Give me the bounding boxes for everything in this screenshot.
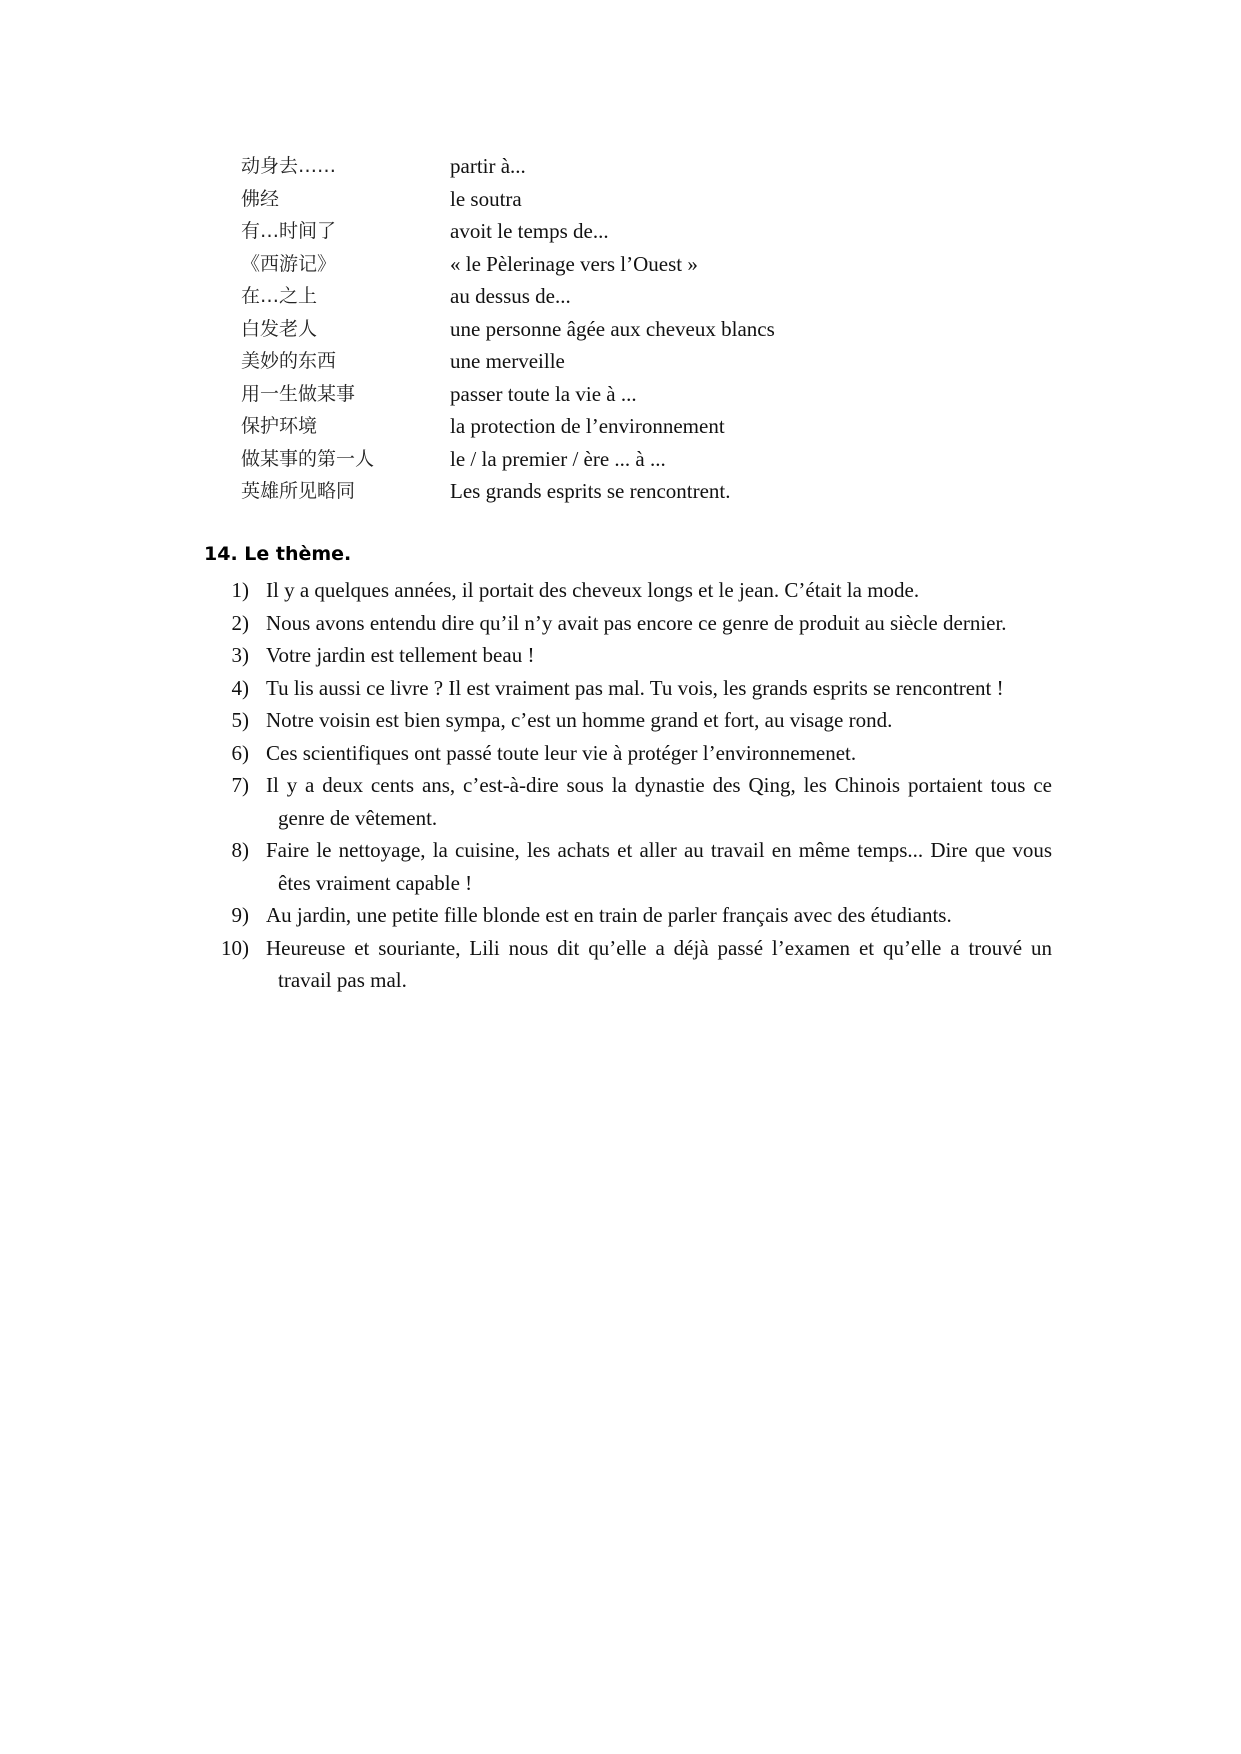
sentence-text: Au jardin, une petite fille blonde est en train de parler français avec des étudiants. <box>266 903 952 927</box>
vocabulary-french: « le Pèlerinage vers l’Ouest » <box>450 251 698 276</box>
vocabulary-row <box>241 378 1041 411</box>
vocabulary-chinese: 动身去…… <box>241 155 337 177</box>
sentence-list <box>215 574 1052 997</box>
vocabulary-french: le / la premier / ère ... à ... <box>450 446 666 471</box>
vocabulary-chinese: 《西游记》 <box>241 252 337 275</box>
vocabulary-row <box>241 280 1041 313</box>
sentence-number: 7) <box>231 773 249 797</box>
vocabulary-row <box>241 475 1041 508</box>
sentence-text: Votre jardin est tellement beau ! <box>266 643 535 667</box>
sentence-item <box>215 672 1052 705</box>
sentence-item <box>215 834 1052 899</box>
sentence-number: 5) <box>231 708 249 732</box>
vocabulary-row <box>241 345 1041 378</box>
sentence-number: 9) <box>231 903 249 927</box>
sentence-number: 6) <box>231 740 249 765</box>
vocabulary-french: la protection de l’environnement <box>450 414 725 438</box>
vocabulary-french: au dessus de... <box>450 284 571 308</box>
sentence-number: 2) <box>231 610 249 635</box>
sentence-text: Faire le nettoyage, la cuisine, les achats et aller au travail en même temps... Dire que vous êtes vraiment capable ! <box>266 838 1052 895</box>
sentence-text: Notre voisin est bien sympa, c’est un homme grand et fort, au visage rond. <box>266 708 893 732</box>
vocabulary-row <box>241 248 1041 281</box>
vocabulary-chinese: 白发老人 <box>241 317 318 340</box>
vocabulary-chinese: 佛经 <box>241 187 280 210</box>
vocabulary-row <box>241 313 1041 346</box>
vocabulary-chinese: 做某事的第一人 <box>241 447 375 470</box>
sentence-text: Ces scientifiques ont passé toute leur vie à protéger l’environnemenet. <box>266 740 857 765</box>
sentence-text: Heureuse et souriante, Lili nous dit qu’elle a déjà passé l’examen et qu’elle a trouvé un travail pas mal. <box>266 935 1052 992</box>
vocabulary-chinese: 英雄所见略同 <box>241 480 356 502</box>
sentence-text: Il y a quelques années, il portait des cheveux longs et le jean. C’était la mode. <box>266 578 920 602</box>
vocabulary-row <box>241 410 1041 443</box>
sentence-item <box>215 639 1052 672</box>
vocabulary-french: passer toute la vie à ... <box>450 381 637 406</box>
sentence-number: 10) <box>221 935 249 960</box>
sentence-item <box>215 607 1052 640</box>
sentence-item <box>215 769 1052 834</box>
vocabulary-chinese: 美妙的东西 <box>241 350 337 372</box>
sentence-text: Nous avons entendu dire qu’il n’y avait pas encore ce genre de produit au siècle dernier. <box>266 610 1007 635</box>
sentence-item <box>215 574 1052 607</box>
sentence-number: 8) <box>231 838 249 862</box>
sentence-item <box>215 737 1052 770</box>
vocabulary-row <box>241 443 1041 476</box>
vocabulary-chinese: 在…之上 <box>241 285 318 307</box>
vocabulary-french: avoit le temps de... <box>450 219 609 243</box>
vocabulary-chinese: 有…时间了 <box>241 220 337 242</box>
sentence-text: Tu lis aussi ce livre ? Il est vraiment pas mal. Tu vois, les grands esprits se rencontrent ! <box>266 675 1004 700</box>
vocabulary-list <box>241 150 1041 508</box>
vocabulary-french: une personne âgée aux cheveux blancs <box>450 316 775 341</box>
sentence-item <box>215 899 1052 932</box>
vocabulary-row <box>241 215 1041 248</box>
sentence-item <box>215 932 1052 997</box>
vocabulary-french: une merveille <box>450 349 565 373</box>
sentence-item <box>215 704 1052 737</box>
vocabulary-chinese: 保护环境 <box>241 415 318 437</box>
section-title: 14. Le thème. <box>204 543 352 565</box>
sentence-text: Il y a deux cents ans, c’est-à-dire sous la dynastie des Qing, les Chinois portaient tous ce genre de vêtement. <box>266 773 1052 830</box>
vocabulary-french: Les grands esprits se rencontrent. <box>450 479 731 503</box>
vocabulary-french: partir à... <box>450 154 526 178</box>
vocabulary-row <box>241 150 1041 183</box>
vocabulary-chinese: 用一生做某事 <box>241 382 356 405</box>
vocabulary-french: le soutra <box>450 186 522 211</box>
sentence-number: 1) <box>231 578 249 602</box>
vocabulary-row <box>241 183 1041 216</box>
sentence-number: 3) <box>231 643 249 667</box>
sentence-number: 4) <box>231 675 249 700</box>
